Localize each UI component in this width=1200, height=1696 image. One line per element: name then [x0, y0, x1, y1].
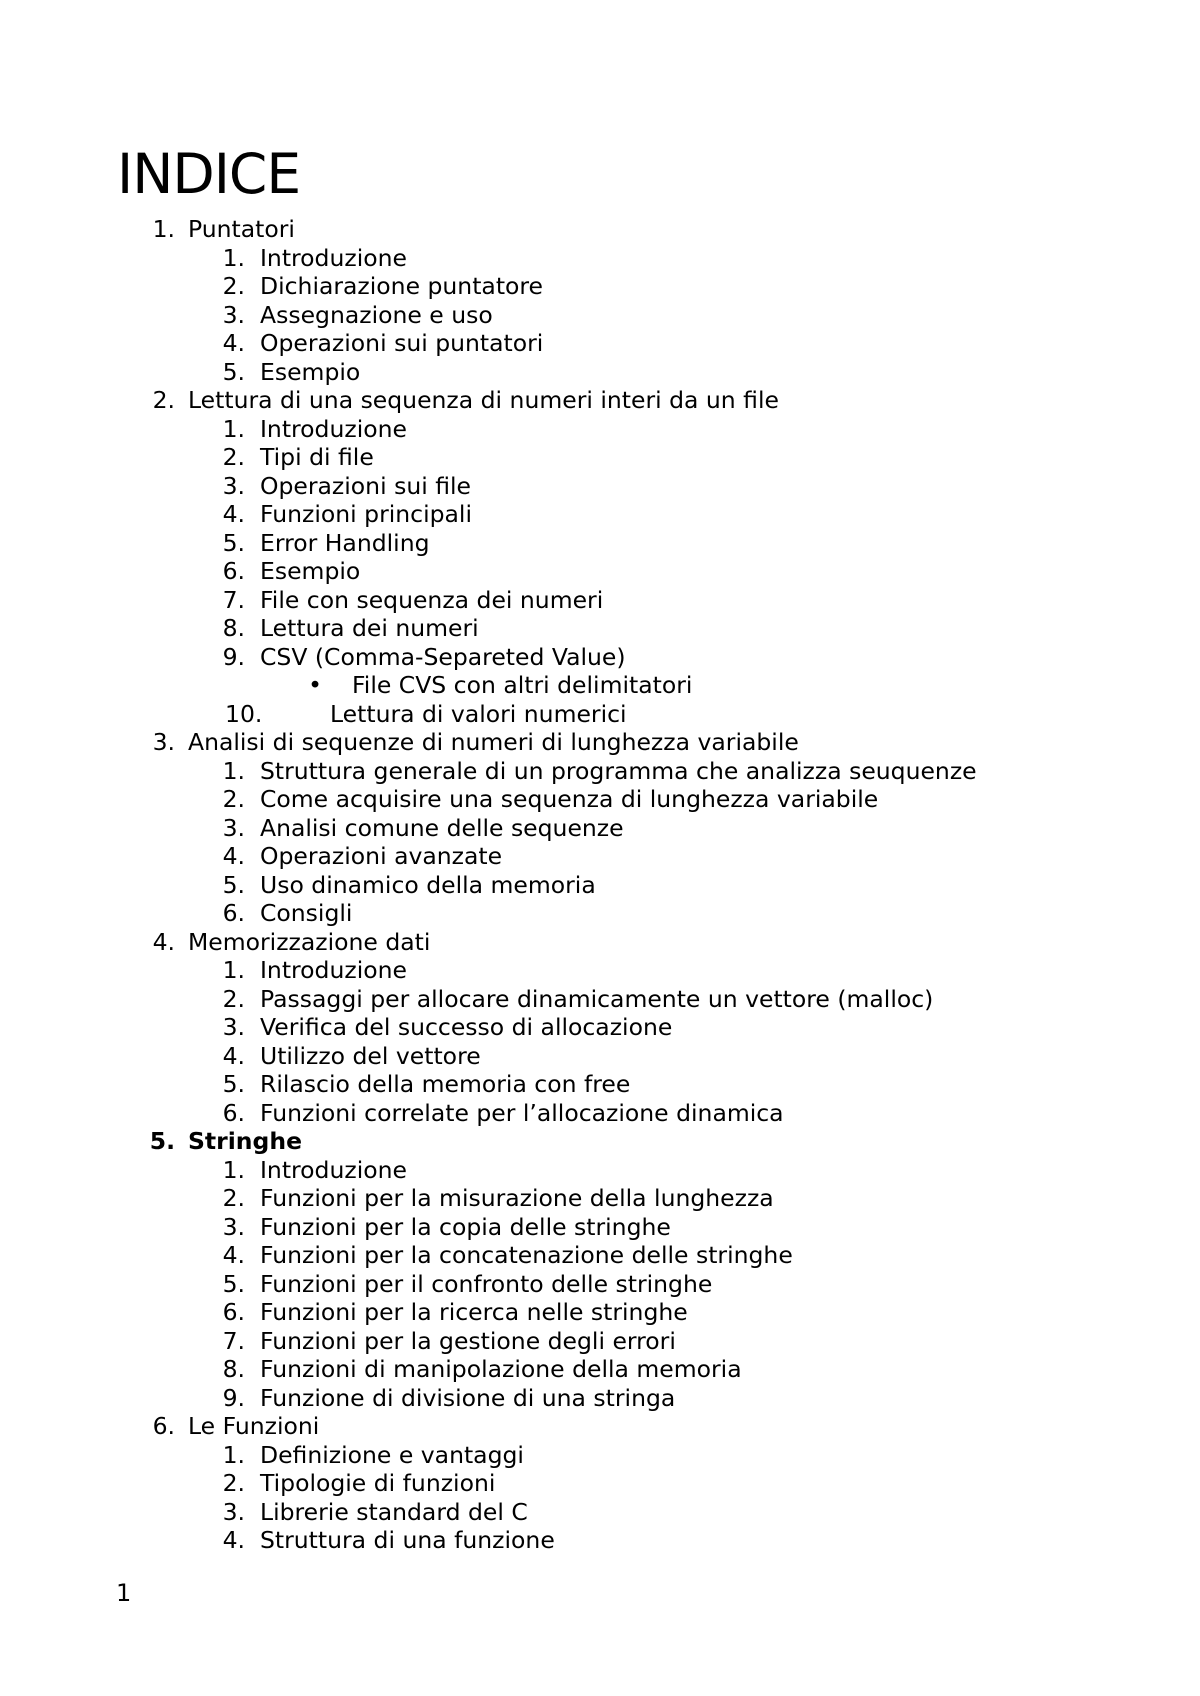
toc-number: 4. [222, 842, 245, 870]
toc-entry-text: Funzioni di manipolazione della memoria [260, 1355, 742, 1383]
toc-entry-text: Assegnazione e uso [260, 300, 493, 329]
toc-section [0, 557, 1200, 586]
toc-entry-text: Struttura di una funzione [260, 1526, 555, 1554]
toc-entry-text: Verifica del successo di allocazione [260, 1013, 673, 1041]
toc-number: 4. [222, 1041, 245, 1070]
toc-entry-text: Tipologie di funzioni [260, 1469, 496, 1497]
toc-entry-text: Introduzione [260, 1155, 407, 1184]
toc-entry-text: Uso dinamico della memoria [260, 870, 596, 899]
toc-entry-text: Analisi di sequenze di numeri di lunghezza variabile [188, 728, 799, 756]
toc-entry-text: Esempio [260, 357, 361, 386]
toc-section [0, 871, 1200, 900]
toc-number: 3. [222, 300, 245, 329]
toc-number: 1. [222, 1440, 245, 1469]
toc-section [0, 1327, 1200, 1356]
toc-section [0, 244, 1200, 273]
toc-entry-text: Introduzione [260, 243, 407, 272]
toc-number: 8. [222, 1355, 245, 1383]
toc-number: 5. [222, 1070, 245, 1098]
toc-number: 6. [222, 1098, 245, 1127]
table-of-contents [0, 215, 1200, 1555]
toc-entry-text: Funzioni correlate per l’allocazione dinamica [260, 1098, 784, 1127]
toc-section [0, 443, 1200, 472]
toc-entry-text: Funzione di divisione di una stringa [260, 1383, 676, 1412]
toc-section [0, 899, 1200, 928]
toc-chapter [0, 928, 1200, 957]
toc-number: 4. [222, 1241, 245, 1269]
toc-section [0, 1013, 1200, 1042]
toc-number: 8. [222, 614, 245, 642]
toc-entry-text: Funzioni principali [260, 500, 472, 528]
toc-entry-text: Operazioni sui file [260, 471, 471, 500]
toc-number: 1. [222, 956, 245, 984]
toc-number: 3. [222, 1013, 245, 1041]
toc-number: 9. [222, 1383, 245, 1412]
toc-number: 5. [222, 357, 245, 386]
toc-chapter [0, 215, 1200, 244]
toc-number: 1. [222, 756, 245, 785]
toc-section [0, 1355, 1200, 1384]
toc-number: 3. [222, 813, 245, 842]
toc-entry-text: Stringhe [188, 1127, 303, 1155]
toc-chapter [0, 1412, 1200, 1441]
toc-section [0, 1526, 1200, 1555]
toc-entry-text: Lettura di una sequenza di numeri interi da un file [188, 386, 779, 414]
page-title: INDICE [117, 142, 301, 206]
toc-section [0, 358, 1200, 387]
toc-chapter [0, 728, 1200, 757]
toc-number: 9. [222, 642, 245, 671]
toc-entry-text: Consigli [260, 899, 353, 927]
toc-entry-text: Struttura generale di un programma che analizza seuquenze [260, 756, 977, 785]
toc-section [0, 956, 1200, 985]
toc-number: 6. [222, 557, 245, 585]
toc-entry-text: Lettura di valori numerici [330, 699, 627, 728]
toc-number: 1. [222, 414, 245, 443]
toc-section [0, 1469, 1200, 1498]
toc-section [0, 757, 1200, 786]
toc-entry-text: Introduzione [260, 414, 407, 443]
toc-entry-text: Analisi comune delle sequenze [260, 813, 624, 842]
toc-number: 2. [222, 1469, 245, 1497]
toc-number: 4. [222, 329, 245, 357]
toc-section [0, 1042, 1200, 1071]
toc-chapter [0, 386, 1200, 415]
toc-section [0, 1184, 1200, 1213]
toc-section [0, 814, 1200, 843]
toc-section [0, 643, 1200, 672]
toc-entry-text: Memorizzazione dati [188, 927, 431, 956]
toc-section [0, 842, 1200, 871]
toc-number: 3. [222, 1497, 245, 1526]
toc-section [0, 1441, 1200, 1470]
toc-number: 5. [222, 528, 245, 557]
toc-entry-text: CSV (Comma-Separeted Value) [260, 642, 626, 671]
toc-number: 10. [225, 699, 263, 728]
toc-section [0, 1213, 1200, 1242]
toc-number: 1. [222, 243, 245, 272]
toc-section [0, 586, 1200, 615]
toc-section [0, 301, 1200, 330]
page-number: 1 [116, 1579, 132, 1607]
toc-section [0, 329, 1200, 358]
toc-entry-text: Utilizzo del vettore [260, 1041, 481, 1070]
toc-number: 5. [222, 1269, 245, 1298]
toc-section [0, 529, 1200, 558]
toc-section [0, 1099, 1200, 1128]
toc-entry-text: Funzioni per la gestione degli errori [260, 1326, 676, 1355]
toc-section [0, 1270, 1200, 1299]
toc-number: 5. [222, 870, 245, 899]
toc-entry-text: Come acquisire una sequenza di lunghezza variabile [260, 785, 879, 813]
toc-section [0, 785, 1200, 814]
bullet-marker: • [308, 671, 322, 699]
toc-section [0, 614, 1200, 643]
toc-section [0, 1384, 1200, 1413]
toc-entry-text: Librerie standard del C [260, 1497, 528, 1526]
toc-number: 3. [222, 1212, 245, 1241]
toc-entry-text: Funzioni per il confronto delle stringhe [260, 1269, 713, 1298]
toc-number: 1. [222, 1155, 245, 1184]
toc-number: 2. [222, 1184, 245, 1212]
toc-number: 3. [222, 471, 245, 500]
toc-number: 5. [149, 1127, 175, 1155]
toc-entry-text: Esempio [260, 557, 361, 585]
toc-entry-text: Puntatori [188, 215, 295, 243]
toc-section [0, 272, 1200, 301]
toc-number: 6. [222, 899, 245, 927]
toc-entry-text: Error Handling [260, 528, 430, 557]
toc-section [0, 1156, 1200, 1185]
toc-entry-text: Le Funzioni [188, 1412, 320, 1440]
toc-bullet-item [0, 671, 1200, 700]
toc-number: 2. [222, 984, 245, 1013]
toc-section [0, 1298, 1200, 1327]
toc-entry-text: Funzioni per la misurazione della lunghezza [260, 1184, 774, 1212]
toc-number: 2. [222, 443, 245, 471]
toc-section [0, 1498, 1200, 1527]
toc-entry-text: Operazioni avanzate [260, 842, 503, 870]
toc-number: 2. [152, 386, 175, 414]
toc-number: 2. [222, 272, 245, 300]
toc-number: 6. [222, 1298, 245, 1326]
toc-section [0, 1070, 1200, 1099]
toc-number: 7. [222, 585, 245, 614]
toc-entry-text: Introduzione [260, 956, 407, 984]
toc-section [0, 472, 1200, 501]
toc-number: 7. [222, 1326, 245, 1355]
toc-number: 4. [152, 927, 175, 956]
toc-entry-text: Funzioni per la concatenazione delle stringhe [260, 1241, 793, 1269]
toc-entry-text: Funzioni per la copia delle stringhe [260, 1212, 671, 1241]
toc-entry-text: File con sequenza dei numeri [260, 585, 604, 614]
toc-section [0, 415, 1200, 444]
toc-section [0, 985, 1200, 1014]
toc-section [0, 500, 1200, 529]
toc-number: 4. [222, 1526, 245, 1554]
toc-entry-text: File CVS con altri delimitatori [352, 671, 693, 699]
toc-entry-text: Funzioni per la ricerca nelle stringhe [260, 1298, 688, 1326]
toc-number: 3. [152, 728, 175, 756]
toc-section [0, 700, 1200, 729]
toc-entry-text: Lettura dei numeri [260, 614, 479, 642]
toc-entry-text: Operazioni sui puntatori [260, 329, 544, 357]
toc-number: 6. [152, 1412, 175, 1440]
toc-chapter [0, 1127, 1200, 1156]
toc-entry-text: Dichiarazione puntatore [260, 272, 544, 300]
toc-section [0, 1241, 1200, 1270]
toc-entry-text: Definizione e vantaggi [260, 1440, 524, 1469]
toc-entry-text: Rilascio della memoria con free [260, 1070, 631, 1098]
toc-entry-text: Passaggi per allocare dinamicamente un vettore (malloc) [260, 984, 934, 1013]
toc-number: 4. [222, 500, 245, 528]
toc-number: 1. [152, 215, 175, 243]
toc-entry-text: Tipi di file [260, 443, 374, 471]
toc-number: 2. [222, 785, 245, 813]
